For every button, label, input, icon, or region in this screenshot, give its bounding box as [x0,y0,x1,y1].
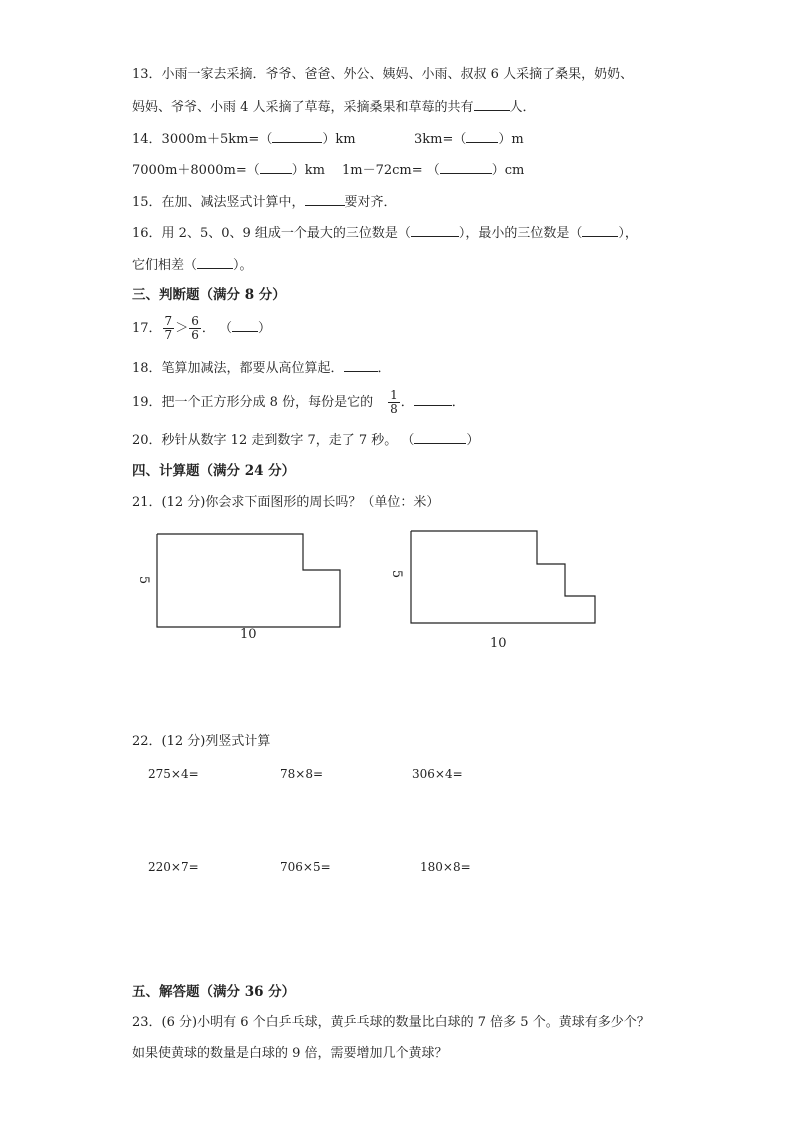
q19-dot: ． [400,395,414,410]
q20-text: 20．秒针从数字 12 走到数字 7，走了 7 秒。 （ [132,433,415,448]
q16-text-b: ），最小的三位数是（ [458,226,583,241]
q18 [132,359,391,378]
q20-blank[interactable] [414,431,466,444]
q16-line1 [132,224,638,243]
calc-item-1: 275×4= [148,767,199,781]
q13-answer-blank[interactable] [474,98,510,111]
q14-d-text: 1m－72cm= （ [342,163,440,178]
q14-c-text: 7000m＋8000m=（ [132,163,260,178]
q19-tail: ． [451,395,465,410]
figure-1-outline [157,534,340,627]
q17-number: 17． [132,321,162,336]
q13-line2 [132,98,536,117]
q18-tail: ． [377,361,391,376]
q17-f2-den: 6 [191,328,199,342]
q17-fraction-1 [163,315,175,342]
q17 [132,314,271,344]
figure-2-shape [404,525,604,630]
q17-blank[interactable] [232,319,258,332]
q17-f1-num: 7 [164,314,173,328]
calc-item-5: 706×5= [280,860,331,874]
q14-c-blank[interactable] [260,161,292,174]
q15 [132,193,397,212]
q16-text-e: ）。 [233,258,253,273]
calc-item-6: 180×8= [420,860,471,874]
q14-c-unit: ）km [291,163,325,178]
q14-b-text: 3km=（ [414,132,467,147]
q13-text: 妈妈、爷爷、小雨 4 人采摘了草莓，采摘桑果和草莓的共有 [132,100,474,115]
q17-close: ） [257,321,271,336]
figure-2-side-label: 5 [389,569,405,579]
calc-item-2: 78×8= [280,767,324,781]
q15-text: 15．在加、减法竖式计算中， [132,195,305,210]
section5-heading: 五、解答题（满分 36 分） [132,984,296,1000]
q22-prompt: 22．(12 分)列竖式计算 [132,734,271,749]
q21-prompt: 21．(12 分)你会求下面图形的周长吗？（单位：米） [132,495,440,510]
q16-text-d: 它们相差（ [132,258,198,273]
q14-a-unit: ）km [322,132,356,147]
q17-gt: ＞ [175,321,189,336]
q23-line2: 如果使黄球的数量是白球的 9 倍，需要增加几个黄球？ [132,1046,448,1061]
q14-item-c [132,161,325,180]
calc-item-3: 306×4= [412,767,463,781]
q19-den: 8 [390,402,398,416]
q19-fraction [388,389,400,416]
q16-max-blank[interactable] [411,224,459,237]
figure-2-bottom-label: 10 [490,636,507,651]
q17-fraction-2 [189,315,201,342]
q17-text: ． （ [201,321,232,336]
q14-d-blank[interactable] [440,161,492,174]
q18-text: 18．笔算加减法，都要从高位算起． [132,361,344,376]
q17-f2-num: 6 [191,314,199,328]
q20-close: ） [466,433,480,448]
calc-item-4: 220×7= [148,860,199,874]
q16-line2 [132,256,253,275]
q16-text-a: 16．用 2、5、0、9 组成一个最大的三位数是（ [132,226,411,241]
q16-text-c: ）， [618,226,638,241]
q14-item-d [342,161,524,180]
q23-line1: 23．(6 分)小明有 6 个白乒乓球，黄乒乓球的数量比白球的 7 倍多 5 个。黄球有多少个？ [132,1015,650,1030]
section4-heading: 四、计算题（满分 24 分） [132,463,296,479]
q13-unit: 人． [509,100,536,115]
q14-a-blank[interactable] [272,130,322,143]
q20 [132,431,479,450]
q14-b-blank[interactable] [466,130,498,143]
q19-num: 1 [390,388,398,402]
q18-blank[interactable] [344,359,378,372]
q19 [132,388,465,418]
q19-blank[interactable] [414,393,452,406]
figure-1-side-label: 5 [136,575,152,585]
figure-1-bottom-label: 10 [240,627,257,642]
q16-diff-blank[interactable] [197,256,233,269]
q13-line1: 13．小雨一家去采摘．爷爷、爸爸、外公、姨妈、小雨、叔叔 6 人采摘了桑果，奶奶、 [132,67,634,82]
q14-item-b [414,130,524,149]
q19-text: 19．把一个正方形分成 8 份，每份是它的 [132,395,374,410]
figure-2-outline [411,531,595,623]
section3-heading: 三、判断题（满分 8 分） [132,287,286,303]
q15-tail: 要对齐． [344,195,397,210]
q14-b-unit: ）m [498,132,524,147]
q16-min-blank[interactable] [582,224,618,237]
q14-d-unit: ）cm [491,163,525,178]
q15-blank[interactable] [305,193,345,206]
q14-a-text: 14．3000m＋5km=（ [132,132,273,147]
q17-f1-den: 7 [164,328,173,342]
q14-item-a [132,130,356,149]
